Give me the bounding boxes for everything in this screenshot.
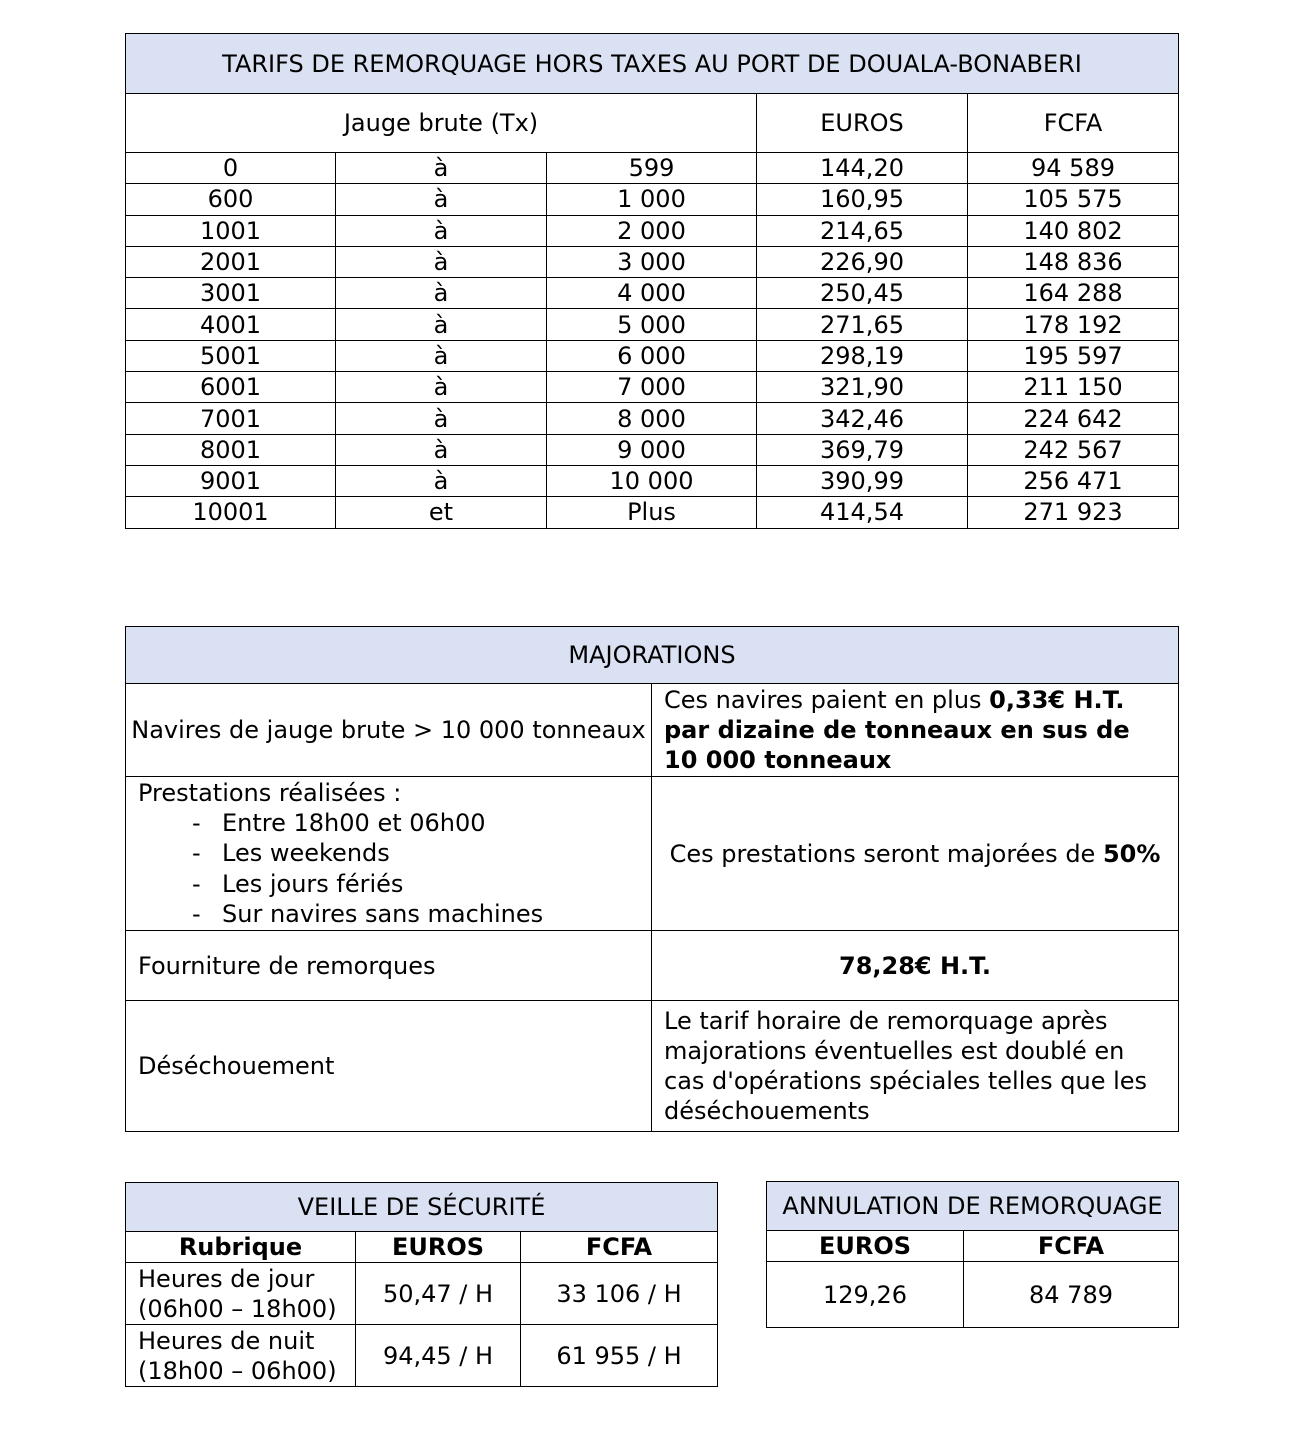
majoration-label-jauge: Navires de jauge brute > 10 000 tonneaux	[126, 684, 652, 777]
tarif-cell-jauge-to: 599	[547, 153, 757, 184]
tarif-cell-euros: 214,65	[757, 215, 968, 246]
tarif-cell-jauge-from: 2001	[126, 246, 336, 277]
majoration-row-deséchouement	[126, 1001, 1179, 1132]
tarif-cell-jauge-from: 10001	[126, 497, 336, 528]
tarif-cell-fcfa: 242 567	[968, 434, 1179, 465]
veille-header-rubrique: Rubrique	[126, 1232, 356, 1263]
tarif-cell-jauge-sep: à	[336, 309, 547, 340]
tarif-cell-jauge-from: 0	[126, 153, 336, 184]
tarif-cell-jauge-sep: à	[336, 215, 547, 246]
veille-fcfa-jour: 33 106 / H	[521, 1263, 718, 1325]
table-row	[126, 278, 1179, 309]
veille-rubrique-jour	[126, 1263, 356, 1325]
tarif-cell-jauge-from: 8001	[126, 434, 336, 465]
tarif-cell-jauge-to: 8 000	[547, 403, 757, 434]
tarif-cell-jauge-to: 4 000	[547, 278, 757, 309]
tarif-cell-jauge-sep: à	[336, 403, 547, 434]
majoration-value-jauge-plain: Ces navires paient en plus	[664, 686, 990, 714]
majoration-row-remorques	[126, 931, 1179, 1001]
list-item: - Entre 18h00 et 06h00	[180, 808, 651, 839]
majoration-value-remorques: 78,28€ H.T.	[652, 931, 1179, 1001]
table-row	[126, 309, 1179, 340]
tarif-cell-fcfa: 140 802	[968, 215, 1179, 246]
veille-fcfa-nuit: 61 955 / H	[521, 1325, 718, 1387]
majoration-value-prestations-bold: 50%	[1102, 839, 1161, 868]
tarif-cell-jauge-from: 7001	[126, 403, 336, 434]
tarif-cell-jauge-from: 3001	[126, 278, 336, 309]
tarifs-body	[126, 153, 1179, 529]
list-item: - Les jours fériés	[180, 869, 651, 900]
table-row	[126, 372, 1179, 403]
header-jauge: Jauge brute (Tx)	[126, 94, 757, 153]
tarif-cell-jauge-from: 4001	[126, 309, 336, 340]
majoration-value-jauge	[652, 684, 1179, 777]
list-item: - Sur navires sans machines	[180, 899, 651, 930]
tarif-cell-fcfa: 94 589	[968, 153, 1179, 184]
tarif-cell-jauge-from: 5001	[126, 340, 336, 371]
tarif-cell-jauge-to: 9 000	[547, 434, 757, 465]
annulation-header-fcfa: FCFA	[964, 1231, 1179, 1262]
tarif-cell-jauge-to: 6 000	[547, 340, 757, 371]
tarif-cell-jauge-from: 9001	[126, 465, 336, 496]
table-row	[126, 184, 1179, 215]
prestations-list	[138, 808, 651, 930]
veille-rubrique-nuit-line2: (18h00 – 06h00)	[138, 1356, 337, 1385]
majoration-row-jauge	[126, 684, 1179, 777]
majoration-row-prestations	[126, 777, 1179, 931]
tarif-cell-fcfa: 224 642	[968, 403, 1179, 434]
tarif-cell-jauge-sep: à	[336, 465, 547, 496]
majorations-title: MAJORATIONS	[126, 627, 1179, 684]
tarif-cell-fcfa: 105 575	[968, 184, 1179, 215]
veille-rubrique-nuit	[126, 1325, 356, 1387]
tarif-cell-euros: 298,19	[757, 340, 968, 371]
tarif-cell-jauge-to: 1 000	[547, 184, 757, 215]
majoration-label-desechouement: Déséchouement	[126, 1001, 652, 1132]
tarif-cell-fcfa: 271 923	[968, 497, 1179, 528]
tarif-cell-euros: 342,46	[757, 403, 968, 434]
annulation-value-euros: 129,26	[767, 1262, 964, 1328]
tarif-cell-jauge-sep: à	[336, 434, 547, 465]
table-row	[126, 497, 1179, 528]
veille-row-jour	[126, 1263, 718, 1325]
list-item: - Les weekends	[180, 838, 651, 869]
tarif-cell-fcfa: 178 192	[968, 309, 1179, 340]
tarif-cell-euros: 369,79	[757, 434, 968, 465]
tarif-cell-euros: 160,95	[757, 184, 968, 215]
table-row	[126, 340, 1179, 371]
tarif-cell-euros: 271,65	[757, 309, 968, 340]
annulation-value-fcfa: 84 789	[964, 1262, 1179, 1328]
tarif-cell-jauge-sep: à	[336, 153, 547, 184]
veille-euros-nuit: 94,45 / H	[356, 1325, 521, 1387]
annulation-table	[766, 1181, 1179, 1328]
majoration-value-prestations-plain: Ces prestations seront majorées de	[669, 839, 1103, 868]
tarif-cell-jauge-from: 600	[126, 184, 336, 215]
tarif-cell-jauge-to: Plus	[547, 497, 757, 528]
tarif-cell-jauge-sep: à	[336, 184, 547, 215]
tarif-cell-fcfa: 148 836	[968, 246, 1179, 277]
veille-row-nuit	[126, 1325, 718, 1387]
tarif-cell-jauge-sep: à	[336, 278, 547, 309]
tarif-cell-euros: 226,90	[757, 246, 968, 277]
tarif-cell-jauge-from: 6001	[126, 372, 336, 403]
tarif-cell-fcfa: 256 471	[968, 465, 1179, 496]
majoration-label-remorques: Fourniture de remorques	[126, 931, 652, 1001]
table-row	[126, 403, 1179, 434]
tarif-cell-jauge-to: 5 000	[547, 309, 757, 340]
veille-rubrique-jour-line2: (06h00 – 18h00)	[138, 1294, 337, 1323]
majoration-value-prestations	[652, 777, 1179, 931]
annulation-header-euros: EUROS	[767, 1231, 964, 1262]
tarifs-title: TARIFS DE REMORQUAGE HORS TAXES AU PORT DE DOUALA-BONABERI	[126, 34, 1179, 94]
majoration-value-jauge-bold: 0,33€ H.T. par dizaine de tonneaux en sus de 10 000 tonneaux	[664, 686, 1130, 774]
veille-header-fcfa: FCFA	[521, 1232, 718, 1263]
tarif-cell-jauge-sep: et	[336, 497, 547, 528]
tarif-cell-jauge-to: 2 000	[547, 215, 757, 246]
majoration-value-desechouement: Le tarif horaire de remorquage après majorations éventuelles est doublé en cas d'opérations spéciales telles que les déséchouements	[652, 1001, 1179, 1132]
tarif-cell-jauge-sep: à	[336, 372, 547, 403]
veille-header-euros: EUROS	[356, 1232, 521, 1263]
table-row	[126, 246, 1179, 277]
majorations-table	[125, 626, 1179, 1132]
tarif-cell-fcfa: 164 288	[968, 278, 1179, 309]
tarif-cell-jauge-sep: à	[336, 246, 547, 277]
table-row	[126, 215, 1179, 246]
tarif-cell-jauge-from: 1001	[126, 215, 336, 246]
veille-table	[125, 1182, 718, 1387]
tarifs-table	[125, 33, 1179, 529]
veille-rubrique-jour-line1: Heures de jour	[138, 1264, 315, 1293]
veille-title: VEILLE DE SÉCURITÉ	[126, 1183, 718, 1232]
tarif-cell-jauge-to: 10 000	[547, 465, 757, 496]
majoration-label-prestations	[126, 777, 652, 931]
table-row	[126, 465, 1179, 496]
tarif-cell-jauge-sep: à	[336, 340, 547, 371]
header-euros: EUROS	[757, 94, 968, 153]
header-fcfa: FCFA	[968, 94, 1179, 153]
tarif-cell-euros: 390,99	[757, 465, 968, 496]
veille-rubrique-nuit-line1: Heures de nuit	[138, 1326, 315, 1355]
prestations-heading: Prestations réalisées :	[138, 778, 402, 807]
table-row	[126, 434, 1179, 465]
tarif-cell-euros: 321,90	[757, 372, 968, 403]
tarif-cell-fcfa: 195 597	[968, 340, 1179, 371]
tarif-cell-euros: 414,54	[757, 497, 968, 528]
veille-euros-jour: 50,47 / H	[356, 1263, 521, 1325]
tarif-cell-euros: 144,20	[757, 153, 968, 184]
table-row	[126, 153, 1179, 184]
tarif-cell-fcfa: 211 150	[968, 372, 1179, 403]
tarif-cell-jauge-to: 7 000	[547, 372, 757, 403]
tarif-cell-jauge-to: 3 000	[547, 246, 757, 277]
tarif-cell-euros: 250,45	[757, 278, 968, 309]
annulation-title: ANNULATION DE REMORQUAGE	[767, 1182, 1179, 1231]
